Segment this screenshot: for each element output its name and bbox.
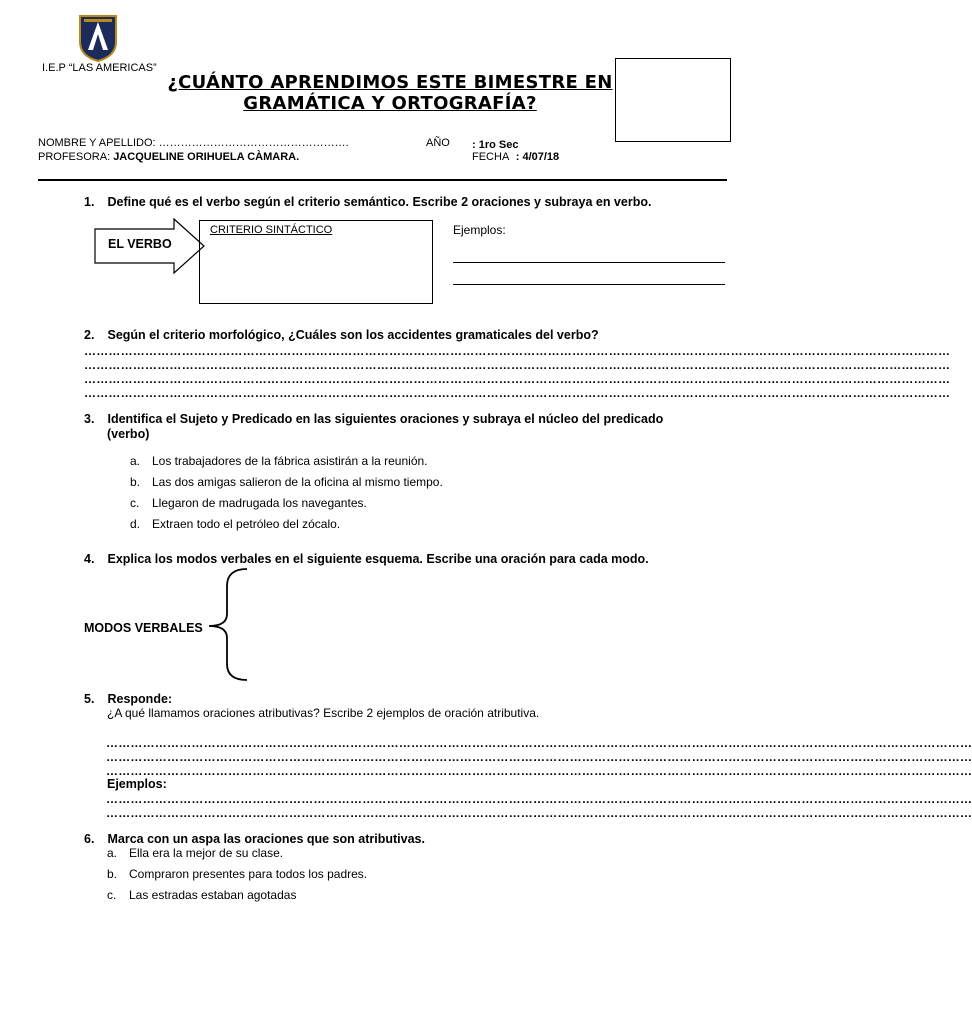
q6-item-letter: c. xyxy=(107,888,117,902)
school-logo-shield xyxy=(78,14,118,62)
question-5-title: Responde: xyxy=(107,692,173,706)
question-6 xyxy=(84,832,425,847)
q5-example-line-1[interactable]: …………………………………………………………………………………………………………………………………………………………………………………………… xyxy=(106,792,972,806)
question-4 xyxy=(84,552,649,567)
el-verbo-label: EL VERBO xyxy=(108,237,172,251)
q3-item-a xyxy=(130,454,428,469)
question-1-number: 1. xyxy=(84,195,95,209)
q6-item-b[interactable] xyxy=(107,867,367,882)
q1-answer-line-2[interactable] xyxy=(453,284,725,285)
q3-item-b xyxy=(130,475,443,490)
q3-item-letter: b. xyxy=(130,475,141,489)
q6-item-text: Compraron presentes para todos los padres. xyxy=(129,867,368,881)
fecha-value: : 4/07/18 xyxy=(515,151,560,163)
q5-example-line-2[interactable]: …………………………………………………………………………………………………………………………………………………………………………………………… xyxy=(106,806,972,820)
question-5-text: ¿A qué llamamos oraciones atributivas? Escribe 2 ejemplos de oración atributiva. xyxy=(107,706,540,720)
q3-item-letter: d. xyxy=(130,517,141,531)
question-1 xyxy=(84,195,651,210)
q3-item-letter: a. xyxy=(130,454,141,468)
q2-answer-line-4[interactable]: …………………………………………………………………………………………………………………………………………………………………………………………… xyxy=(84,386,951,400)
profesora-value: JACQUELINE ORIHUELA CÀMARA. xyxy=(113,151,300,163)
question-4-number: 4. xyxy=(84,552,95,566)
question-5 xyxy=(84,692,172,707)
q6-item-c[interactable] xyxy=(107,888,296,903)
question-5-number: 5. xyxy=(84,692,95,706)
criterio-sintactico-label: CRITERIO SINTÁCTICO xyxy=(210,224,333,236)
q6-item-text: Las estradas estaban agotadas xyxy=(129,888,297,902)
page-title xyxy=(150,72,630,114)
anio-value: : 1ro Sec xyxy=(472,139,519,151)
question-3-number: 3. xyxy=(84,412,95,426)
title-line-1: ¿CUÁNTO APRENDIMOS ESTE BIMESTRE EN xyxy=(167,72,613,93)
question-3-text-line-2: (verbo) xyxy=(107,427,150,441)
question-2-number: 2. xyxy=(84,328,95,342)
q2-answer-line-1[interactable]: …………………………………………………………………………………………………………………………………………………………………………………………… xyxy=(84,344,951,358)
q3-item-c xyxy=(130,496,367,511)
question-6-number: 6. xyxy=(84,832,95,846)
q1-ejemplos-label: Ejemplos: xyxy=(453,223,506,237)
q6-item-letter: a. xyxy=(107,846,118,860)
modos-verbales-label: MODOS VERBALES xyxy=(84,621,203,635)
question-3 xyxy=(84,412,663,442)
q3-item-text: Llegaron de madrugada los navegantes. xyxy=(152,496,367,510)
question-1-text: Define qué es el verbo según el criterio semántico. Escribe 2 oraciones y subraya en verbo. xyxy=(107,195,652,209)
q3-item-text: Los trabajadores de la fábrica asistirán a la reunión. xyxy=(152,454,428,468)
title-line-2: GRAMÁTICA Y ORTOGRAFÍA? xyxy=(243,93,537,114)
question-4-text: Explica los modos verbales en el siguiente esquema. Escribe una oración para cada modo. xyxy=(107,552,649,566)
q6-item-text: Ella era la mejor de su clase. xyxy=(129,846,284,860)
profesora-row xyxy=(38,151,299,163)
grade-box[interactable] xyxy=(615,58,731,142)
curly-brace-icon xyxy=(205,566,251,682)
q5-answer-line-2[interactable]: …………………………………………………………………………………………………………………………………………………………………………………………… xyxy=(106,750,972,764)
question-2-text: Según el criterio morfológico, ¿Cuáles son los accidentes gramaticales del verbo? xyxy=(107,328,599,342)
q3-item-letter: c. xyxy=(130,496,140,510)
question-3-text-line-1: Identifica el Sujeto y Predicado en las siguientes oraciones y subraya el núcleo del predicado xyxy=(107,412,664,426)
q5-answer-line-3[interactable]: …………………………………………………………………………………………………………………………………………………………………………………………… xyxy=(106,764,972,778)
profesora-label: PROFESORA: xyxy=(38,151,111,163)
q6-item-letter: b. xyxy=(107,867,118,881)
q6-item-a[interactable] xyxy=(107,846,283,861)
q3-item-text: Extraen todo el petróleo del zócalo. xyxy=(152,517,341,531)
fecha-row xyxy=(472,151,559,163)
school-name: I.E.P “LAS AMERICAS” xyxy=(42,62,157,74)
q1-answer-line-1[interactable] xyxy=(453,262,725,263)
question-6-text: Marca con un aspa las oraciones que son atributivas. xyxy=(107,832,425,846)
q3-item-text: Las dos amigas salieron de la oficina al mismo tiempo. xyxy=(152,475,443,489)
nombre-field[interactable]: NOMBRE Y APELLIDO: ……………………………………………. xyxy=(38,137,349,149)
q5-answer-line-1[interactable]: …………………………………………………………………………………………………………………………………………………………………………………………… xyxy=(106,736,972,750)
fecha-label: FECHA xyxy=(472,151,509,163)
q3-item-d xyxy=(130,517,340,532)
q5-ejemplos-label: Ejemplos: xyxy=(107,777,167,791)
question-2 xyxy=(84,328,599,343)
header-divider xyxy=(38,179,727,181)
q2-answer-line-2[interactable]: …………………………………………………………………………………………………………………………………………………………………………………………… xyxy=(84,358,951,372)
q2-answer-line-3[interactable]: …………………………………………………………………………………………………………………………………………………………………………………………… xyxy=(84,372,951,386)
anio-label: AÑO xyxy=(426,137,450,149)
